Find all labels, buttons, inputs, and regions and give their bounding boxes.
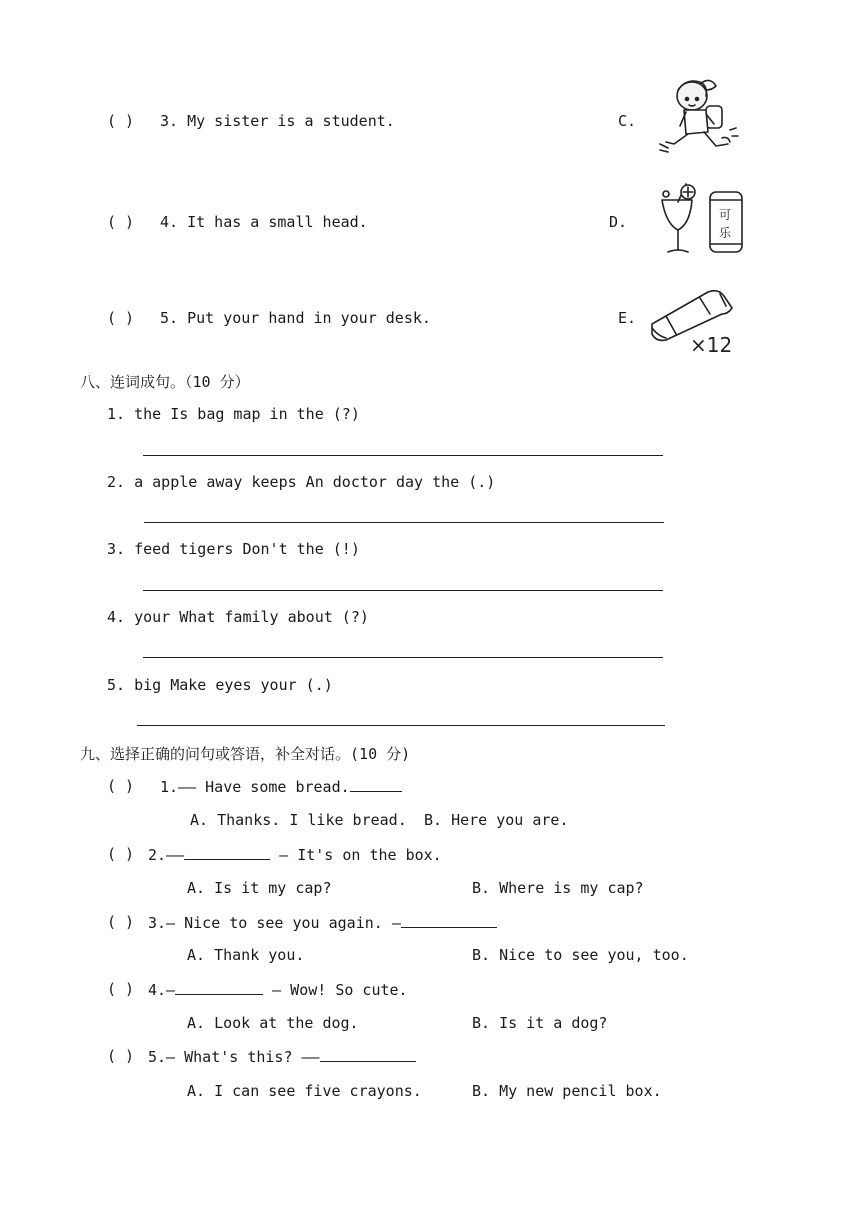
- option-b[interactable]: B. My new pencil box.: [472, 1082, 662, 1100]
- item-text: 4. It has a small head.: [160, 213, 368, 231]
- scrambled-words: 1. the Is bag map in the (?): [107, 405, 360, 423]
- answer-line[interactable]: [144, 522, 664, 523]
- answer-line[interactable]: [143, 455, 663, 456]
- scrambled-words: 5. big Make eyes your (.): [107, 676, 333, 694]
- can-label-1: 可: [719, 208, 732, 222]
- question-response: — It's on the box.: [270, 846, 442, 864]
- question-text: 2.——: [148, 846, 185, 864]
- answer-blank[interactable]: [320, 1047, 416, 1062]
- crayon-icon: [646, 284, 742, 356]
- option-a[interactable]: A. Thank you.: [187, 946, 305, 964]
- answer-line[interactable]: [143, 657, 663, 658]
- answer-blank[interactable]: [175, 980, 263, 995]
- answer-blank[interactable]: [350, 777, 402, 792]
- answer-paren[interactable]: ( ): [107, 777, 135, 795]
- option-a[interactable]: A. Thanks. I like bread.: [190, 811, 407, 829]
- question-text: 4.—: [148, 981, 176, 999]
- option-a[interactable]: A. I can see five crayons.: [187, 1082, 422, 1100]
- scrambled-words: 4. your What family about (?): [107, 608, 369, 626]
- drinks-icon: [656, 180, 748, 260]
- item-text: 5. Put your hand in your desk.: [160, 309, 431, 327]
- answer-paren[interactable]: ( ): [107, 913, 135, 931]
- option-b[interactable]: B. Nice to see you, too.: [472, 946, 689, 964]
- scrambled-words: 3. feed tigers Don't the (!): [107, 540, 360, 558]
- can-label-2: 乐: [719, 226, 732, 240]
- question-text: 5.— What's this? ——: [148, 1048, 320, 1066]
- scrambled-words: 2. a apple away keeps An doctor day the (.): [107, 473, 496, 491]
- option-letter: D.: [609, 213, 628, 231]
- dialogue-question: [148, 845, 442, 864]
- question-response: — Wow! So cute.: [263, 981, 408, 999]
- answer-paren[interactable]: ( ): [107, 845, 135, 863]
- answer-paren[interactable]: ( ): [107, 980, 135, 998]
- option-letter: E.: [618, 309, 637, 327]
- answer-paren[interactable]: ( ): [107, 213, 135, 231]
- section-9-title: 九、选择正确的问句或答语，补全对话。(10 分): [80, 745, 411, 763]
- item-text: 3. My sister is a student.: [160, 112, 395, 130]
- option-b[interactable]: B. Is it a dog?: [472, 1014, 608, 1032]
- dialogue-question: [148, 980, 408, 999]
- answer-blank[interactable]: [184, 845, 270, 860]
- option-a[interactable]: A. Look at the dog.: [187, 1014, 359, 1032]
- running-girl-icon: [656, 72, 746, 162]
- answer-paren[interactable]: ( ): [107, 1047, 135, 1065]
- option-a[interactable]: A. Is it my cap?: [187, 879, 332, 897]
- section-8-title: 八、连词成句。（10 分）: [80, 373, 250, 391]
- answer-blank[interactable]: [401, 913, 497, 928]
- answer-line[interactable]: [143, 590, 663, 591]
- dialogue-question: [148, 1047, 416, 1066]
- crayon-count: ×12: [690, 333, 733, 357]
- answer-paren[interactable]: ( ): [107, 112, 135, 130]
- question-text: 1.—— Have some bread.: [160, 778, 350, 796]
- option-b[interactable]: B. Where is my cap?: [472, 879, 644, 897]
- dialogue-question: [160, 777, 402, 796]
- question-text: 3.— Nice to see you again. —: [148, 914, 401, 932]
- dialogue-question: [148, 913, 497, 932]
- option-b[interactable]: B. Here you are.: [424, 811, 569, 829]
- answer-line[interactable]: [137, 725, 665, 726]
- option-letter: C.: [618, 112, 637, 130]
- answer-paren[interactable]: ( ): [107, 309, 135, 327]
